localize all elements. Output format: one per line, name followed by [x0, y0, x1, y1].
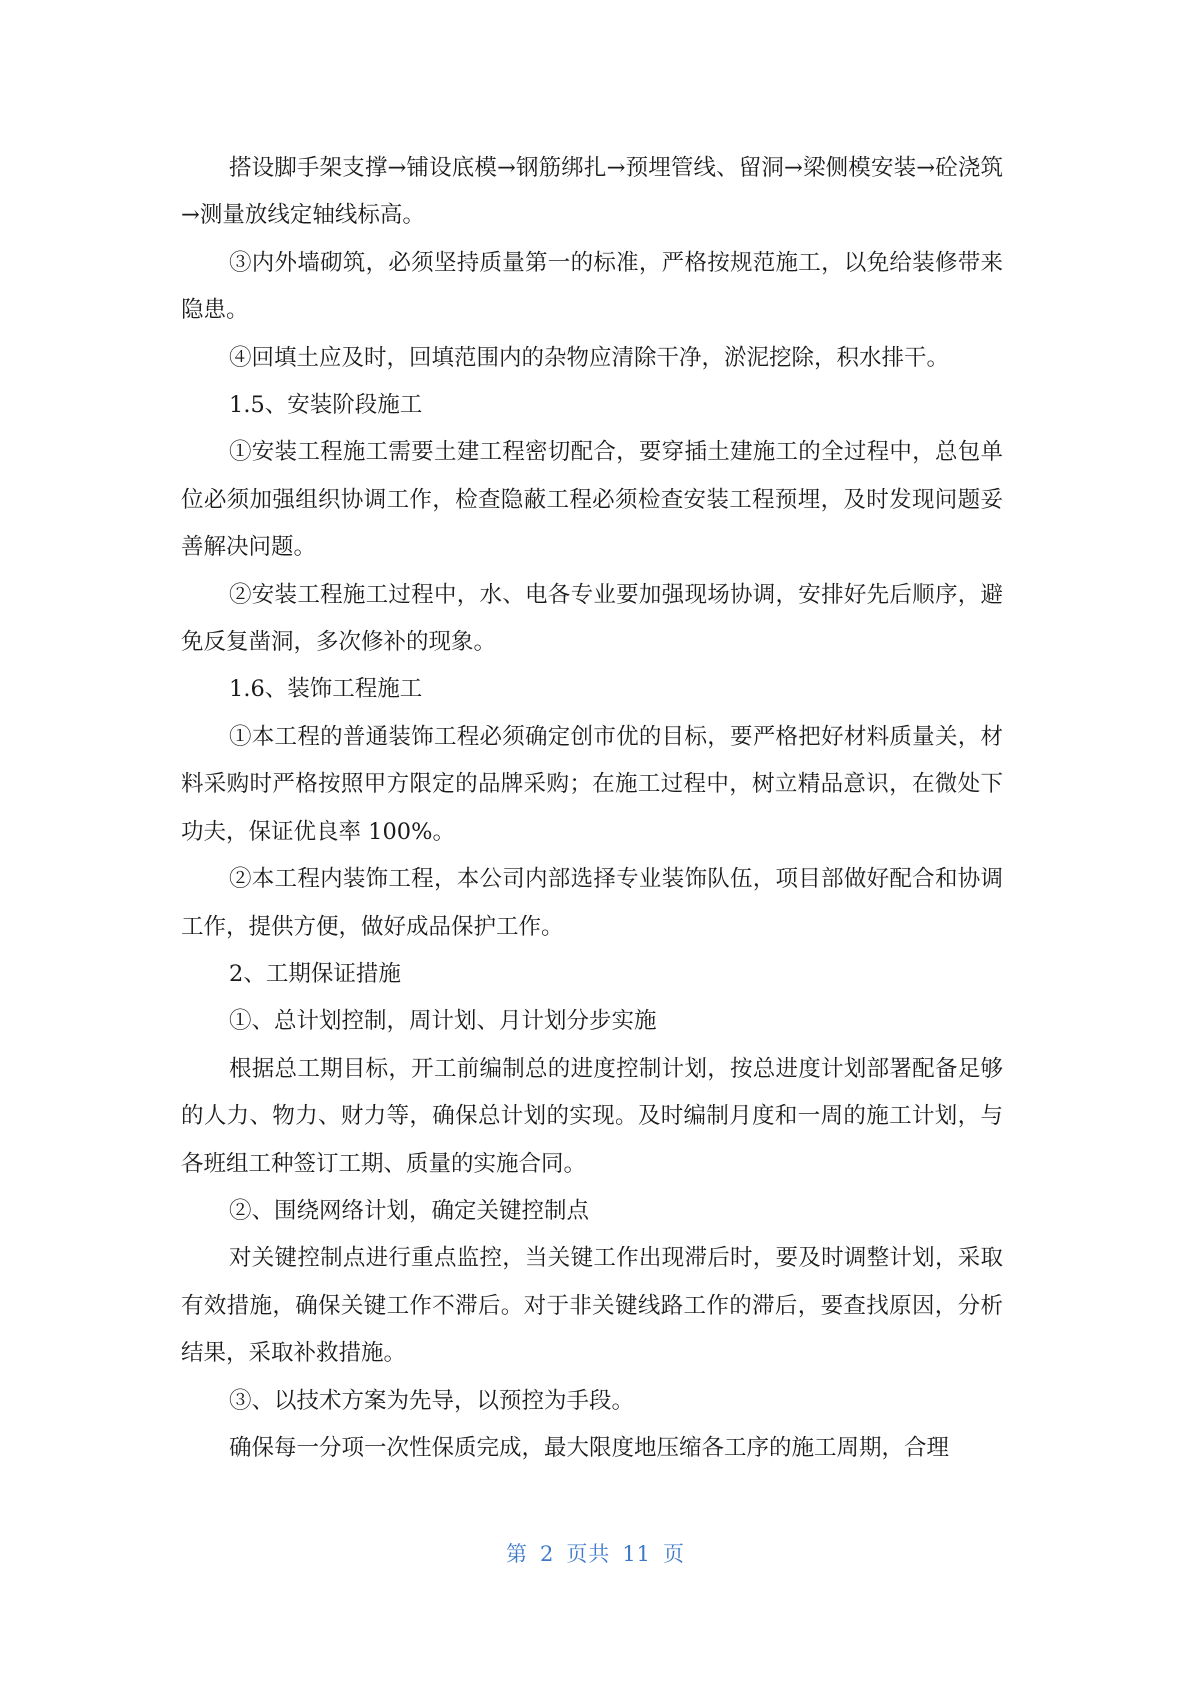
subsection-heading: ①、总计划控制，周计划、月计划分步实施 — [229, 1008, 657, 1035]
paragraph: ③内外墙砌筑，必须坚持质量第一的标准，严格按规范施工，以免给装修带来隐患。 — [181, 249, 1003, 324]
paragraph: 根据总工期目标，开工前编制总的进度控制计划，按总进度计划部署配备足够的人力、物力、财力等，确保总计划的实现。及时编制月度和一周的施工计划，与各班组工种签订工期、质量的实施合同。 — [181, 1055, 1003, 1177]
paragraph: 搭设脚手架支撑→铺设底模→钢筋绑扎→预埋管线、留洞→梁侧模安装→砼浇筑→测量放线定轴线标高。 — [181, 155, 1003, 229]
footer-middle: 页共 — [566, 1542, 611, 1566]
paragraph: ①本工程的普通装饰工程必须确定创市优的目标，要严格把好材料质量关，材料采购时严格按照甲方限定的品牌采购；在施工过程中，树立精品意识，在微处下功夫，保证优良率 100%。 — [181, 723, 1003, 845]
paragraph: ①安装工程施工需要土建工程密切配合，要穿插土建施工的全过程中，总包单位必须加强组织协调工作，检查隐蔽工程必须检查安装工程预埋，及时发现问题妥善解决问题。 — [181, 439, 1003, 561]
document-body — [181, 145, 1003, 1472]
section-heading: 1.6、装饰工程施工 — [229, 676, 423, 703]
paragraph: ②本工程内装饰工程，本公司内部选择专业装饰队伍，项目部做好配合和协调工作，提供方便，做好成品保护工作。 — [181, 866, 1003, 940]
paragraph: ②安装工程施工过程中，水、电各专业要加强现场协调，安排好先后顺序，避免反复凿洞，多次修补的现象。 — [181, 581, 1003, 656]
current-page-number: 2 — [539, 1542, 555, 1566]
subsection-heading: ③、以技术方案为先导，以预控为手段。 — [229, 1387, 635, 1414]
footer-prefix: 第 — [505, 1542, 528, 1566]
subsection-heading: ②、围绕网络计划，确定关键控制点 — [229, 1197, 590, 1224]
paragraph: 对关键控制点进行重点监控，当关键工作出现滞后时，要及时调整计划，采取有效措施，确保关键工作不滞后。对于非关键线路工作的滞后，要查找原因，分析结果，采取补救措施。 — [181, 1245, 1003, 1367]
paragraph: ④回填土应及时，回填范围内的杂物应清除干净，淤泥挖除，积水排干。 — [229, 344, 950, 371]
footer-suffix: 页 — [663, 1542, 686, 1566]
section-heading: 2、工期保证措施 — [229, 960, 401, 987]
total-page-count: 11 — [622, 1542, 652, 1566]
page-footer — [0, 1538, 1191, 1568]
paragraph: 确保每一分项一次性保质完成，最大限度地压缩各工序的施工周期，合理 — [229, 1434, 950, 1461]
section-heading: 1.5、安装阶段施工 — [229, 392, 423, 419]
